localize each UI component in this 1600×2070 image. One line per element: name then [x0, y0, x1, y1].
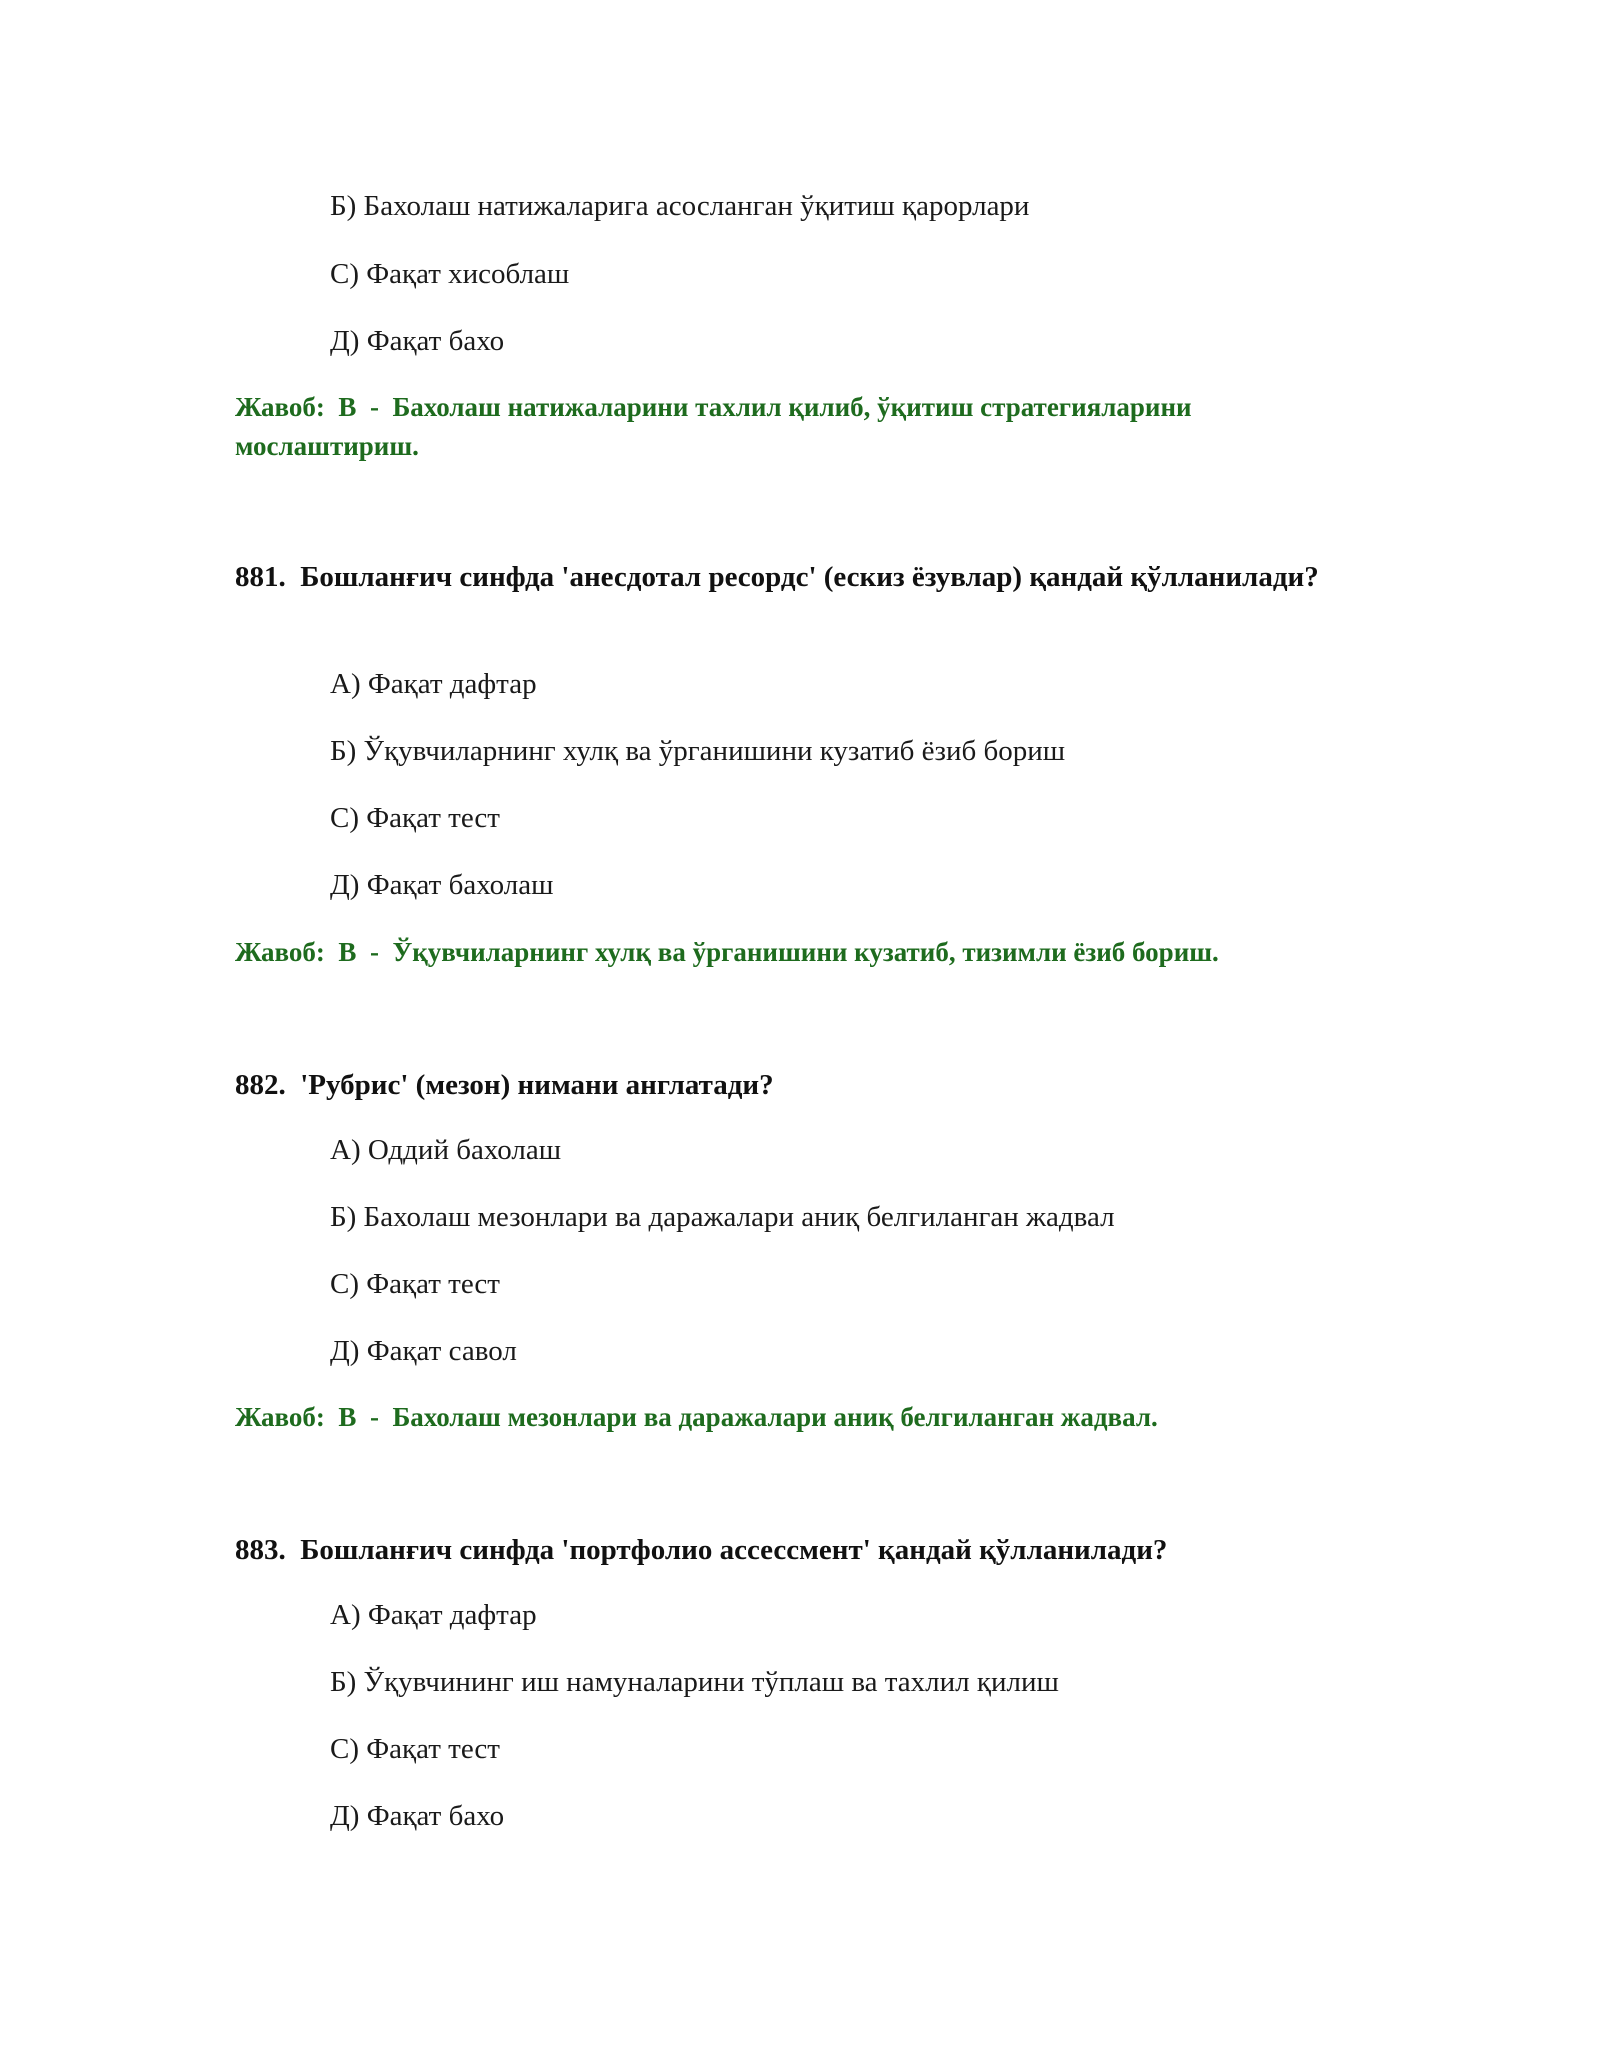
question-text: 'Рубрис' (мезон) нимани англатади?	[300, 1069, 774, 1101]
question-text: Бошланғич синфда 'анесдотал ресордс' (ескиз ёзувлар) қандай қўлланилади?	[300, 561, 1319, 593]
answer-block	[235, 1398, 1355, 1437]
answer-letter: B	[338, 1402, 357, 1432]
answer-dash: -	[369, 392, 379, 422]
answer-dash: -	[369, 1402, 379, 1432]
option-c: С) Фақат тест	[330, 802, 500, 834]
option-a: А) Фақат дафтар	[330, 1599, 537, 1631]
option-b: Б) Ўқувчиларнинг хулқ ва ўрганишини кузатиб ёзиб бориш	[330, 735, 1066, 767]
answer-letter: B	[338, 937, 357, 967]
question-883	[235, 1530, 1335, 1571]
option-d: Д) Фақат бахо	[330, 1800, 505, 1832]
answer-label: Жавоб:	[235, 937, 325, 967]
question-881	[235, 557, 1335, 598]
answer-block	[235, 388, 1355, 466]
option-d: Д) Фақат бахо	[330, 325, 505, 357]
option-c: С) Фақат тест	[330, 1268, 500, 1300]
answer-block	[235, 933, 1355, 972]
answer-text: Бахолаш натижаларини тахлил қилиб, ўқитиш стратегияларини мослаштириш.	[235, 392, 1192, 461]
option-d: Д) Фақат бахолаш	[330, 869, 554, 901]
option-d: Д) Фақат савол	[330, 1335, 517, 1367]
option-b: Б) Ўқувчининг иш намуналарини тўплаш ва тахлил қилиш	[330, 1666, 1059, 1698]
option-c: С) Фақат хисоблаш	[330, 258, 570, 290]
option-a: А) Оддий бахолаш	[330, 1134, 562, 1166]
option-b: Б) Бахолаш мезонлари ва даражалари аниқ белгиланган жадвал	[330, 1201, 1115, 1233]
option-c: С) Фақат тест	[330, 1733, 500, 1765]
option-b: Б) Бахолаш натижаларига асосланган ўқитиш қарорлари	[330, 190, 1030, 222]
question-number: 882.	[235, 1069, 286, 1101]
answer-label: Жавоб:	[235, 392, 325, 422]
answer-dash: -	[369, 937, 379, 967]
question-882	[235, 1065, 1335, 1106]
answer-label: Жавоб:	[235, 1402, 325, 1432]
answer-letter: B	[338, 392, 357, 422]
answer-text: Бахолаш мезонлари ва даражалари аниқ белгиланган жадвал.	[392, 1402, 1158, 1432]
question-text: Бошланғич синфда 'портфолио ассессмент' қандай қўлланилади?	[300, 1534, 1168, 1566]
question-number: 881.	[235, 561, 286, 593]
option-a: А) Фақат дафтар	[330, 668, 537, 700]
answer-text: Ўқувчиларнинг хулқ ва ўрганишини кузатиб, тизимли ёзиб бориш.	[392, 937, 1219, 967]
question-number: 883.	[235, 1534, 286, 1566]
